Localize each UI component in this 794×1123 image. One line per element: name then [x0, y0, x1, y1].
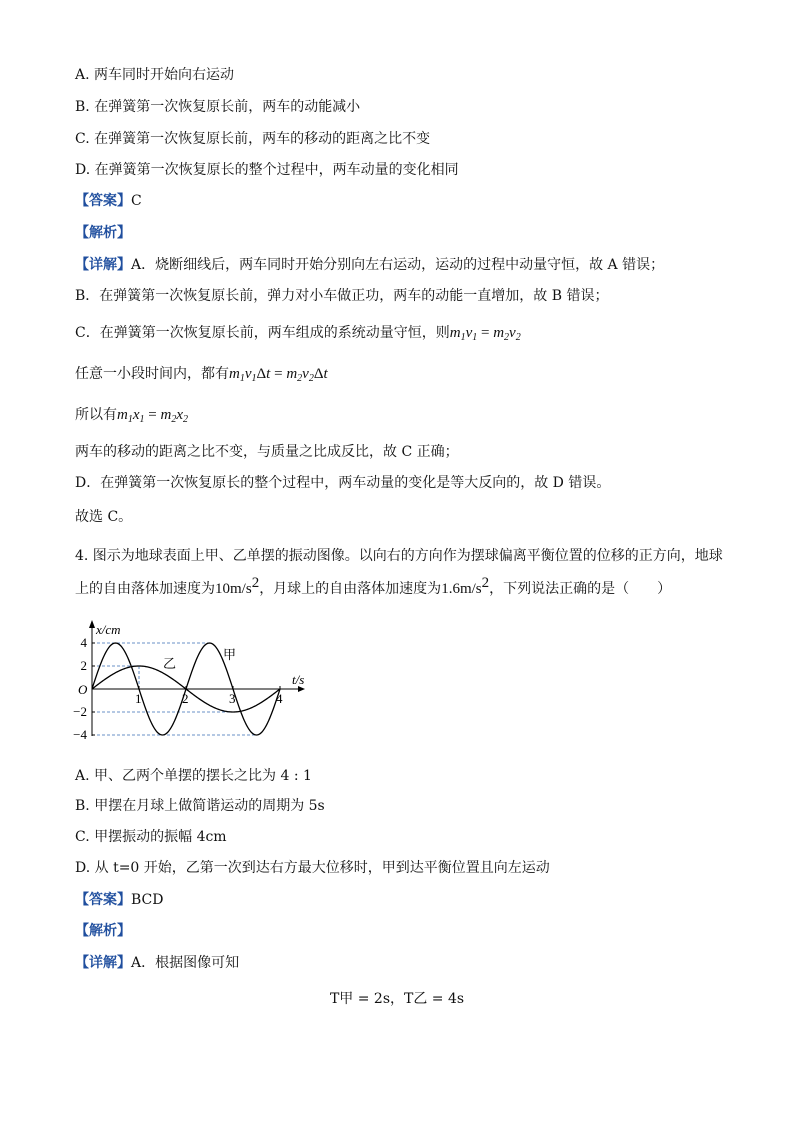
series-label-jia: 甲 — [223, 648, 237, 663]
x-tick-label: 2 — [182, 691, 189, 706]
x-tick-label: 4 — [276, 691, 283, 706]
y-tick-label: −2 — [73, 704, 87, 719]
q3-option-d: D. 在弹簧第一次恢复原长的整个过程中，两车动量的变化相同 — [75, 162, 459, 178]
q3-detail-c2: 任意一小段时间内，都有$m_1v_1\Delta t = m_2v_2\Delta t$ — [75, 366, 328, 384]
vibration-graph — [70, 618, 320, 746]
x-tick-label: 3 — [229, 691, 236, 706]
q4-answer: 【答案】BCD — [75, 892, 164, 908]
q4-option-d: D. 从 t=0 开始，乙第一次到达右方最大位移时，甲到达平衡位置且向左运动 — [75, 860, 550, 876]
q3-conclusion: 故选 C。 — [75, 509, 133, 525]
q3-option-c: C. 在弹簧第一次恢复原长前，两车的移动的距离之比不变 — [75, 131, 431, 147]
q3-option-a: A. 两车同时开始向右运动 — [75, 67, 235, 83]
q3-detail-c4: 两车的移动的距离之比不变，与质量之比成反比，故 C 正确； — [75, 444, 459, 460]
q4-detail-a: 【详解】A．根据图像可知 — [75, 955, 240, 971]
series-label-yi: 乙 — [163, 657, 177, 672]
displacement-equation: $m_1x_1 = m_2x_2$ — [117, 407, 188, 425]
y-axis-arrow — [89, 620, 95, 628]
q4-analysis-tag: 【解析】 — [75, 923, 131, 939]
q4-option-c: C. 甲摆振动的振幅 4cm — [75, 829, 227, 845]
q3-answer — [75, 192, 142, 210]
y-tick-label: −4 — [73, 727, 87, 742]
q3-detail-c3: 所以有$m_1x_1 = m_2x_2$ — [75, 407, 188, 425]
answer-value: C — [131, 193, 142, 209]
period-equation: T甲 = 2s，T乙 = 4s — [329, 991, 465, 1007]
q3-detail-a: 【详解】A．烧断细线后，两车同时开始分别向左右运动，运动的过程中动量守恒，故 A 错误； — [75, 257, 665, 273]
impulse-equation: $m_1v_1\Delta t = m_2v_2\Delta t$ — [229, 366, 328, 384]
q3-detail-c: C．在弹簧第一次恢复原长前，两车组成的系统动量守恒，则$m_1v_1 = m_2v_2$ — [75, 325, 521, 343]
y-axis-label: x/cm — [96, 622, 121, 637]
origin-label: O — [78, 682, 88, 697]
q3-option-b: B. 在弹簧第一次恢复原长前，两车的动能减小 — [75, 99, 361, 115]
q4-option-b: B. 甲摆在月球上做简谐运动的周期为 5s — [75, 798, 325, 814]
q3-detail-b: B．在弹簧第一次恢复原长前，弹力对小车做正功，两车的动能一直增加，故 B 错误； — [75, 288, 609, 304]
q4-option-a: A. 甲、乙两个单摆的摆长之比为 4 : 1 — [75, 768, 312, 784]
q3-analysis-tag: 【解析】 — [75, 225, 131, 241]
x-axis-label: t/s — [292, 672, 305, 687]
y-tick-label: 2 — [80, 658, 87, 673]
answer-tag: 【答案】 — [75, 193, 131, 209]
momentum-equation: $m_1v_1 = m_2v_2$ — [449, 325, 521, 343]
detail-tag: 【详解】 — [75, 257, 131, 273]
q3-detail-d: D．在弹簧第一次恢复原长的整个过程中，两车动量的变化是等大反向的，故 D 错误。 — [75, 475, 611, 491]
q4-stem-line1: 4. 图示为地球表面上甲、乙单摆的振动图像。以向右的方向作为摆球偏离平衡位置的位移的正方向，地球 — [75, 548, 723, 564]
y-tick-label: 4 — [80, 635, 87, 650]
x-tick-label: 1 — [135, 691, 142, 706]
q4-stem-line2: 上的自由落体加速度为$10m/s^2$，月球上的自由落体加速度为$1.6m/s^2$，下列说法正确的是（ ） — [75, 575, 672, 597]
